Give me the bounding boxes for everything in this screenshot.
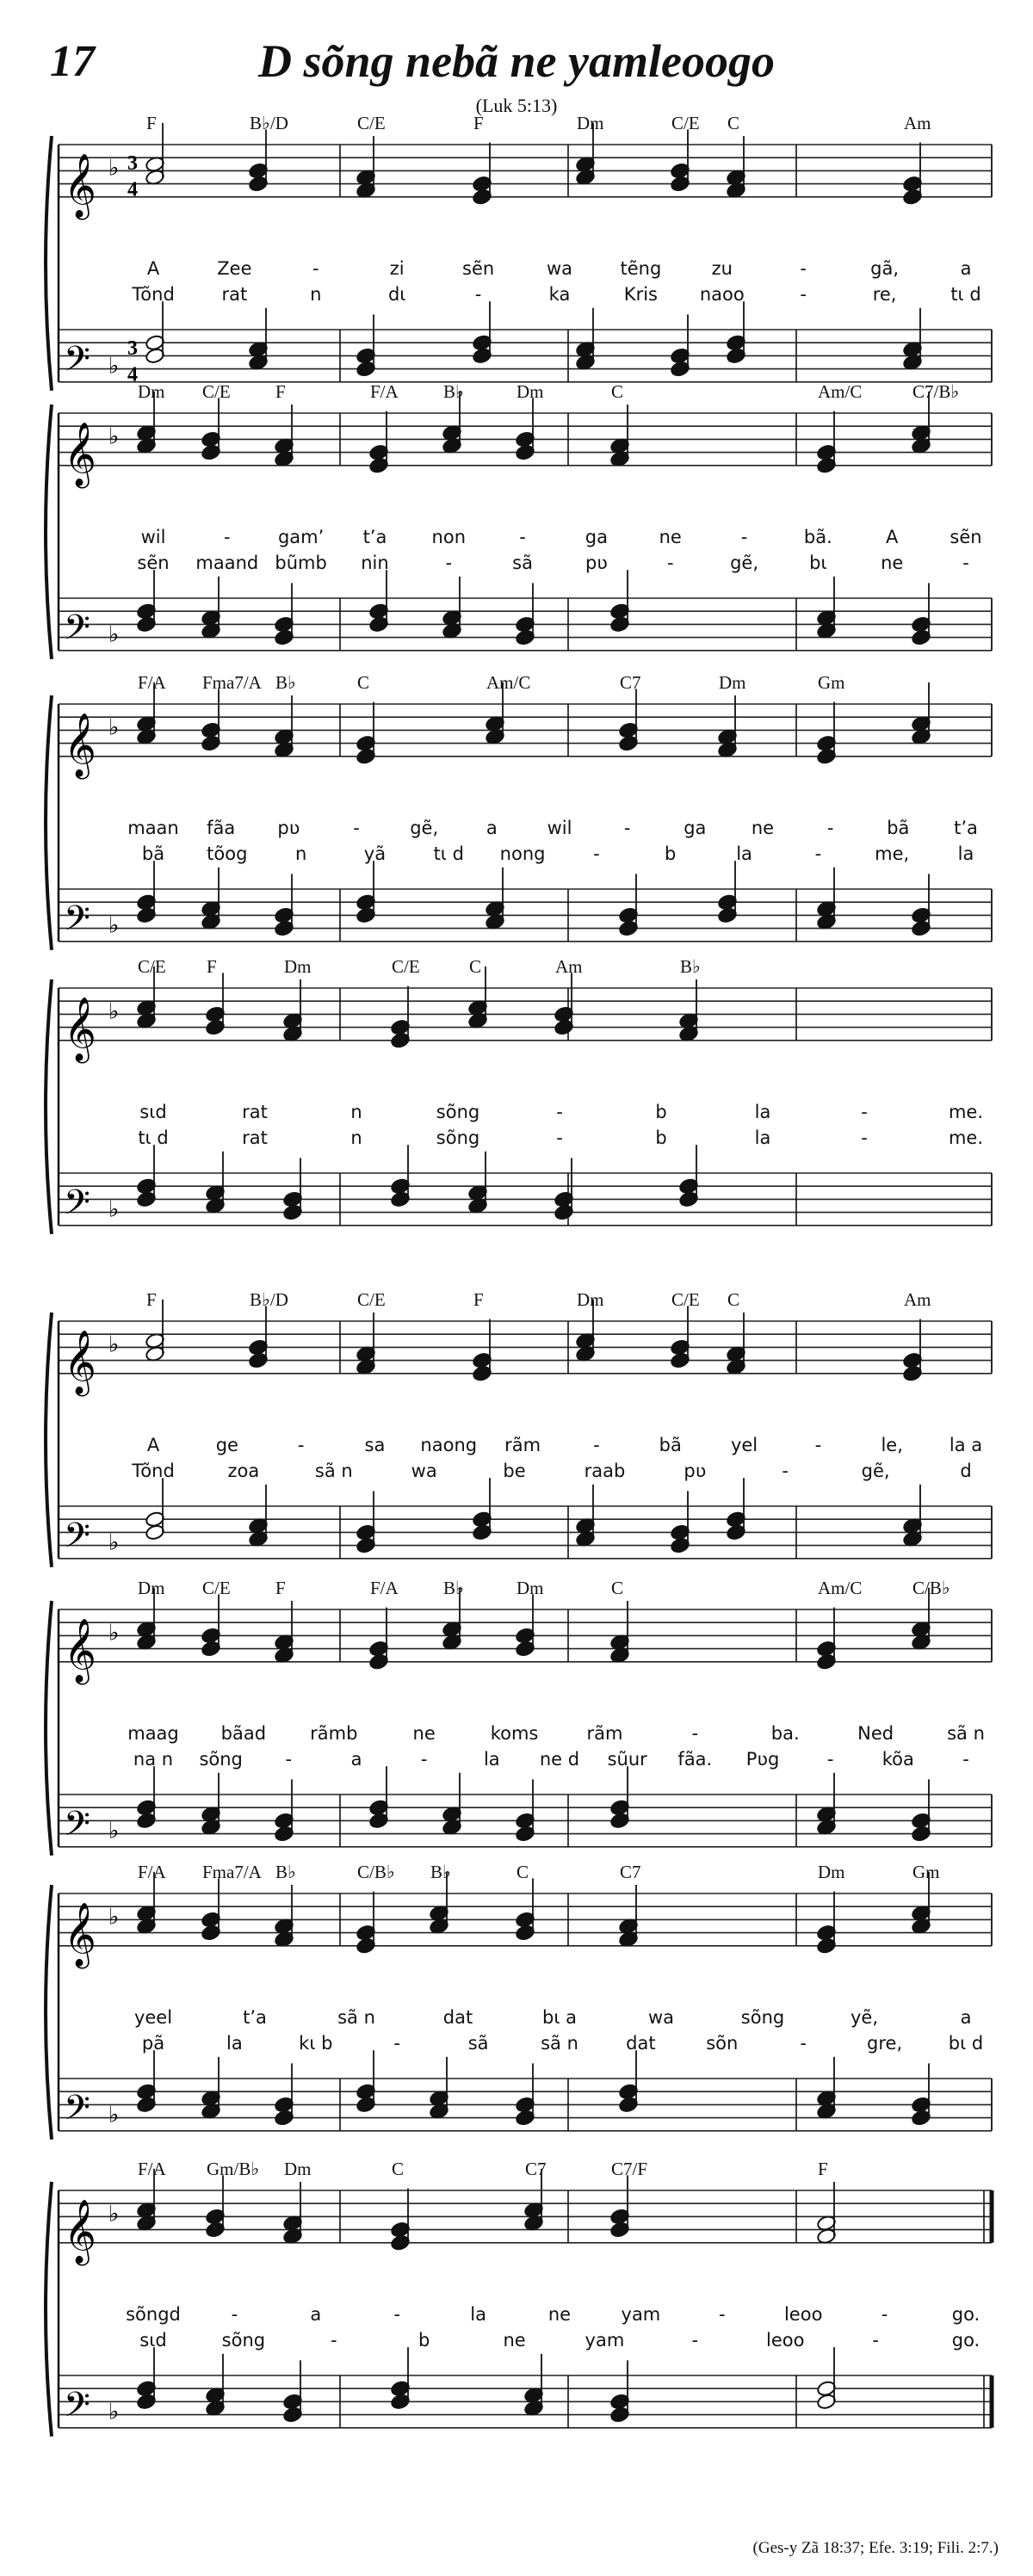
chord-symbol: F [275, 381, 286, 402]
chord-symbol: C/B♭ [912, 1578, 950, 1598]
chord-symbol: C [611, 1578, 624, 1598]
chord-symbol: F/A [138, 672, 166, 693]
system-5 [46, 1289, 992, 1567]
lyric-verse-1-syllable: yẽ, [850, 2006, 879, 2028]
lyric-verse-2-syllable: raab [584, 1460, 626, 1481]
lyric-verse-1-syllable: sã n [947, 1722, 985, 1744]
lyric-verse-2-syllable: - [782, 1460, 789, 1481]
chord-symbol: Am/C [818, 1578, 863, 1598]
lyric-verse-1-syllable: zu [711, 257, 733, 279]
lyric-verse-2-syllable: tɩ d [138, 1127, 169, 1148]
lyric-verse-1-syllable: A [146, 257, 160, 279]
lyric-verse-2-syllable: ne d [539, 1748, 580, 1770]
lyric-verse-2-syllable: Tõnd [132, 1460, 175, 1481]
key-signature-flat-icon: ♭ [108, 2102, 120, 2128]
lyric-verse-2-syllable: n [310, 283, 322, 305]
treble-clef-icon: 𝄞 [64, 997, 96, 1061]
lyric-verse-2-syllable: - [962, 552, 969, 573]
key-signature-flat-icon: ♭ [108, 998, 120, 1025]
lyric-verse-2-syllable: Kris [623, 283, 658, 305]
lyric-verse-2-syllable: maand [195, 552, 259, 573]
chord-symbol: C/E [138, 956, 166, 977]
lyric-verse-1-syllable: sa [364, 1434, 386, 1455]
lyric-verse-2-syllable: dat [626, 2032, 656, 2054]
treble-clef-icon: 𝄞 [64, 2199, 96, 2264]
lyric-verse-1-syllable: koms [490, 1722, 539, 1744]
chord-symbol: C [392, 2159, 405, 2179]
lyric-verse-2-syllable: fãa. [677, 1748, 713, 1770]
lyric-verse-1-syllable: sẽn [949, 526, 982, 547]
lyric-verse-1-syllable: le, [881, 1434, 903, 1455]
lyric-verse-1-syllable: pʋ [277, 817, 300, 838]
lyric-verse-1-syllable: - [719, 2303, 726, 2325]
lyric-verse-1-syllable: - [312, 257, 319, 279]
chord-symbol: Dm [516, 381, 544, 402]
chord-symbol: Dm [284, 2159, 312, 2179]
chord-symbol: Dm [138, 381, 165, 402]
lyric-verse-1-syllable: - [881, 2303, 888, 2325]
chord-symbol: C/E [202, 1578, 231, 1598]
lyric-verse-2-syllable: bɩ [809, 552, 827, 573]
lyric-verse-2-syllable: sã [467, 2032, 489, 2054]
lyric-verse-1-syllable: sã n [337, 2006, 375, 2028]
lyric-verse-1-syllable: t’a [362, 526, 387, 547]
lyric-verse-2-syllable: - [872, 2329, 879, 2351]
lyric-verse-1-syllable: bã [659, 1434, 682, 1455]
lyric-verse-2-syllable: sõng [436, 1127, 480, 1148]
chord-symbol: Dm [577, 1289, 604, 1310]
lyric-verse-2-syllable: leoo [765, 2329, 805, 2351]
lyric-verse-1-syllable: ba. [770, 1722, 800, 1744]
lyric-verse-2-syllable: wa [411, 1460, 437, 1481]
chord-symbol: C7/B♭ [912, 381, 960, 402]
lyric-verse-2-syllable: - [800, 2032, 807, 2054]
key-signature-flat-icon: ♭ [108, 912, 120, 939]
lyric-verse-2-syllable: n [350, 1127, 362, 1148]
key-signature-flat-icon: ♭ [108, 714, 120, 741]
lyric-verse-1-syllable: sẽn [462, 257, 495, 279]
treble-clef-icon: 𝄞 [64, 422, 96, 486]
lyric-verse-2-syllable: dɩ [387, 283, 406, 305]
lyric-verse-1-syllable: - [623, 817, 631, 838]
chord-symbol: C [469, 956, 482, 977]
lyric-verse-1-syllable: t’a [243, 2006, 267, 2028]
system-3 [46, 672, 992, 950]
chord-symbol: C [516, 1862, 529, 1882]
lyric-verse-1-syllable: dat [442, 2006, 473, 2028]
lyric-verse-1-syllable: gam’ [277, 526, 325, 547]
lyric-verse-2-syllable: nin [361, 552, 389, 573]
lyric-verse-1-syllable: a [960, 257, 972, 279]
lyric-verse-1-syllable: fãa [207, 817, 236, 838]
lyric-verse-2-syllable: - [800, 283, 807, 305]
system-brace [46, 1601, 52, 1856]
key-signature-flat-icon: ♭ [108, 2399, 120, 2425]
lyric-verse-1-syllable: non [431, 526, 467, 547]
lyric-verse-2-syllable: - [445, 552, 453, 573]
chord-symbol: Dm [719, 672, 746, 693]
chord-symbol: B♭ [680, 956, 701, 977]
chord-symbol: Am/C [486, 672, 531, 693]
lyric-verse-2-syllable: sã n [541, 2032, 578, 2054]
time-signature-bottom: 4 [127, 363, 138, 386]
lyric-verse-1-syllable: me. [948, 1101, 984, 1122]
chord-symbol: Gm [818, 672, 845, 693]
lyric-verse-2-syllable: bũmb [275, 552, 327, 573]
lyric-verse-2-syllable: Tõnd [132, 283, 175, 305]
lyric-verse-1-syllable: sɩd [139, 1101, 167, 1122]
lyric-verse-1-syllable: - [826, 817, 834, 838]
chord-symbol: F/A [138, 2159, 166, 2179]
lyric-verse-1-syllable: A [146, 1434, 160, 1455]
chord-symbol: C7 [620, 1862, 641, 1882]
lyric-verse-1-syllable: la [754, 1101, 771, 1122]
lyric-verse-2-syllable: - [420, 1748, 428, 1770]
chord-symbol: B♭/D [250, 1289, 288, 1310]
system-2 [46, 381, 992, 659]
lyric-verse-2-syllable: naoo [699, 283, 745, 305]
lyric-verse-1-syllable: rãmb [310, 1722, 358, 1744]
bass-clef-icon: 𝄢 [64, 1515, 90, 1564]
lyric-verse-2-syllable: - [330, 2329, 337, 2351]
lyric-verse-1-syllable: - [556, 1101, 563, 1122]
lyric-verse-2-syllable: tɩ d [433, 843, 464, 864]
chord-symbol: Dm [284, 956, 312, 977]
system-6 [46, 1578, 992, 1856]
lyric-verse-1-syllable: ne [751, 817, 775, 838]
time-signature-bottom: 4 [127, 178, 138, 201]
system-brace [46, 1885, 52, 2140]
lyric-verse-1-syllable: go. [951, 2303, 980, 2325]
lyric-verse-1-syllable: - [224, 526, 231, 547]
chord-symbol: F [818, 2159, 828, 2179]
lyric-verse-2-syllable: pʋ [684, 1460, 707, 1481]
lyric-verse-2-syllable: b [418, 2329, 430, 2351]
lyric-verse-1-syllable: A [885, 526, 899, 547]
bass-clef-icon: 𝄢 [64, 607, 90, 656]
lyric-verse-2-syllable: - [826, 1748, 834, 1770]
lyric-verse-1-syllable: - [231, 2303, 238, 2325]
treble-clef-icon: 𝄞 [64, 153, 96, 218]
lyric-verse-2-syllable: a [350, 1748, 362, 1770]
system-1 [46, 113, 992, 391]
lyric-verse-1-syllable: wil [140, 526, 166, 547]
key-signature-flat-icon: ♭ [108, 1818, 120, 1844]
lyric-verse-1-syllable: - [861, 1101, 868, 1122]
system-7 [46, 1862, 992, 2140]
lyric-verse-1-syllable: b [655, 1101, 667, 1122]
chord-symbol: C/E [202, 381, 231, 402]
lyric-verse-1-syllable: ne [659, 526, 682, 547]
lyric-verse-2-syllable: ne [503, 2329, 526, 2351]
chord-symbol: C7/F [611, 2159, 648, 2179]
lyric-verse-2-syllable: bɩ d [948, 2032, 984, 2054]
chord-symbol: F [146, 113, 157, 133]
chord-symbol: F/A [138, 1862, 166, 1882]
lyric-verse-2-syllable: d [960, 1460, 972, 1481]
chord-symbol: B♭ [443, 381, 464, 402]
lyric-verse-2-syllable: la [483, 1748, 500, 1770]
lyric-verse-2-syllable: kõa [881, 1748, 914, 1770]
lyric-verse-2-syllable: n [294, 843, 307, 864]
chord-symbol: Fma7/A [202, 1862, 262, 1882]
lyric-verse-2-syllable: me. [948, 1127, 984, 1148]
lyric-verse-2-syllable: zoa [227, 1460, 260, 1481]
lyric-verse-1-syllable: gẽ, [410, 817, 439, 838]
scripture-reference: (Luk 5:13) [475, 95, 558, 116]
lyric-verse-2-syllable: Pʋg [745, 1748, 780, 1770]
chord-symbol: C/E [392, 956, 420, 977]
chord-symbol: Dm [138, 1578, 165, 1598]
system-8 [46, 2159, 992, 2437]
lyric-verse-2-syllable: rat [242, 1127, 268, 1148]
lyric-verse-2-syllable: yã [363, 843, 387, 864]
lyric-verse-2-syllable: gẽ, [861, 1460, 890, 1481]
chord-symbol: Fma7/A [202, 672, 262, 693]
lyric-verse-2-syllable: tõog [207, 843, 248, 864]
lyric-verse-2-syllable: ne [881, 552, 904, 573]
chord-symbol: Am [555, 956, 583, 977]
lyric-verse-2-syllable: - [666, 552, 674, 573]
lyric-verse-1-syllable: sõng [436, 1101, 480, 1122]
lyric-verse-1-syllable: zi [389, 257, 405, 279]
chord-symbol: Gm [912, 1862, 940, 1882]
lyric-verse-1-syllable: bã [887, 817, 910, 838]
lyric-verse-1-syllable: t’a [954, 817, 978, 838]
bass-clef-icon: 𝄢 [64, 1803, 90, 1852]
lyric-verse-1-syllable: bãad [220, 1722, 267, 1744]
chord-symbol: C7 [525, 2159, 547, 2179]
chord-symbol: C/E [671, 1289, 700, 1310]
lyric-verse-1-syllable: ne [547, 2303, 572, 2325]
time-signature-top: 3 [127, 151, 138, 175]
chord-symbol: Am [904, 1289, 931, 1310]
lyric-verse-2-syllable: re, [872, 283, 897, 305]
lyric-verse-1-syllable: - [353, 817, 360, 838]
lyric-verse-1-syllable: Zee [217, 257, 252, 279]
lyric-verse-2-syllable: la [957, 843, 974, 864]
lyric-verse-1-syllable: maan [127, 817, 179, 838]
treble-clef-icon: 𝄞 [64, 1618, 96, 1683]
lyric-verse-1-syllable: bɩ a [542, 2006, 577, 2028]
lyric-verse-1-syllable: sõngd [126, 2303, 181, 2325]
system-brace [46, 979, 52, 1234]
chord-symbol: C/E [671, 113, 700, 133]
chord-symbol: C [727, 1289, 740, 1310]
lyric-verse-1-syllable: la [470, 2303, 486, 2325]
lyric-verse-2-syllable: sã n [314, 1460, 353, 1481]
key-signature-flat-icon: ♭ [108, 155, 120, 182]
lyric-verse-2-syllable: - [556, 1127, 563, 1148]
lyric-verse-2-syllable: kɩ b [299, 2032, 333, 2054]
chord-symbol: Dm [516, 1578, 544, 1598]
lyric-verse-1-syllable: - [814, 1434, 822, 1455]
lyric-verse-1-syllable: ga [684, 817, 707, 838]
chord-symbol: Dm [577, 113, 604, 133]
key-signature-flat-icon: ♭ [108, 2201, 120, 2227]
chord-symbol: C/B♭ [357, 1862, 395, 1882]
lyric-verse-1-syllable: - [800, 257, 807, 279]
lyric-verse-2-syllable: sõn [706, 2032, 739, 2054]
lyric-verse-2-syllable: gẽ, [730, 552, 759, 573]
bass-clef-icon: 𝄢 [64, 1182, 90, 1231]
chord-symbol: C7 [620, 672, 641, 693]
chord-symbol: B♭ [275, 672, 296, 693]
lyric-verse-1-syllable: Ned [857, 1722, 894, 1744]
lyric-verse-2-syllable: - [814, 843, 822, 864]
bass-clef-icon: 𝄢 [64, 338, 90, 387]
chord-symbol: F [207, 956, 217, 977]
time-signature-top: 3 [127, 337, 138, 360]
lyric-verse-1-syllable: gã, [870, 257, 900, 279]
chord-symbol: F [473, 113, 484, 133]
lyric-verse-1-syllable: ge [215, 1434, 238, 1455]
lyric-verse-2-syllable: - [393, 2032, 400, 2054]
lyric-verse-2-syllable: pã [141, 2032, 165, 2054]
lyric-verse-1-syllable: naong [420, 1434, 478, 1455]
lyric-verse-2-syllable: bã [141, 843, 165, 864]
bass-clef-icon: 𝄢 [64, 2087, 90, 2136]
system-4 [46, 956, 992, 1234]
system-brace [46, 1313, 52, 1567]
chord-symbol: C [357, 672, 370, 693]
lyric-verse-2-syllable: - [474, 283, 482, 305]
chord-symbol: C/E [357, 1289, 386, 1310]
lyric-verse-1-syllable: sõng [740, 2006, 785, 2028]
system-brace [46, 2182, 52, 2437]
lyric-verse-2-syllable: - [861, 1127, 868, 1148]
lyric-verse-2-syllable: rat [221, 283, 248, 305]
chord-symbol: C [727, 113, 740, 133]
system-brace [46, 695, 52, 950]
lyric-verse-1-syllable: yeel [133, 2006, 173, 2028]
lyric-verse-1-syllable: ne [412, 1722, 436, 1744]
treble-clef-icon: 𝄞 [64, 713, 96, 777]
key-signature-flat-icon: ♭ [108, 1196, 120, 1223]
lyric-verse-2-syllable: - [691, 2329, 699, 2351]
bass-clef-icon: 𝄢 [64, 2384, 90, 2433]
key-signature-flat-icon: ♭ [108, 621, 120, 648]
system-brace [46, 136, 52, 391]
lyric-verse-1-syllable: - [691, 1722, 699, 1744]
chord-symbol: F/A [370, 1578, 399, 1598]
chord-symbol: B♭ [430, 1862, 451, 1882]
lyric-verse-2-syllable: go. [951, 2329, 980, 2351]
system-brace [46, 405, 52, 659]
lyric-verse-1-syllable: la a [949, 1434, 983, 1455]
chord-symbol: Dm [818, 1862, 845, 1882]
chord-symbol: F [473, 1289, 484, 1310]
lyric-verse-2-syllable: yam [585, 2329, 625, 2351]
lyric-verse-1-syllable: - [519, 526, 526, 547]
key-signature-flat-icon: ♭ [108, 1620, 120, 1646]
lyric-verse-2-syllable: - [962, 1748, 969, 1770]
lyric-verse-1-syllable: yel [730, 1434, 758, 1455]
chord-symbol: Am [904, 113, 931, 133]
lyric-verse-2-syllable: b [655, 1127, 667, 1148]
lyric-verse-1-syllable: wil [547, 817, 572, 838]
lyric-verse-2-syllable: la [754, 1127, 771, 1148]
lyric-verse-1-syllable: rãm [586, 1722, 623, 1744]
lyric-verse-1-syllable: leoo [783, 2303, 823, 2325]
lyric-verse-2-syllable: - [285, 1748, 293, 1770]
chord-symbol: F/A [370, 381, 399, 402]
lyric-verse-2-syllable: pʋ [585, 552, 608, 573]
key-signature-flat-icon: ♭ [108, 1904, 120, 1930]
key-signature-flat-icon: ♭ [108, 423, 120, 450]
lyric-verse-1-syllable: ga [585, 526, 609, 547]
chord-symbol: B♭ [443, 1578, 464, 1598]
key-signature-flat-icon: ♭ [108, 353, 120, 380]
lyric-verse-1-syllable: rãm [504, 1434, 541, 1455]
lyric-verse-2-syllable: sõng [221, 2329, 266, 2351]
lyric-verse-2-syllable: ka [548, 283, 571, 305]
song-title: D sõng nebã ne yamleoogo [258, 35, 775, 87]
bass-clef-icon: 𝄢 [64, 898, 90, 947]
footer-references: (Ges-y Zã 18:37; Efe. 3:19; Fili. 2:7.) [752, 2539, 999, 2557]
lyric-verse-2-syllable: nong [499, 843, 546, 864]
treble-clef-icon: 𝄞 [64, 1902, 96, 1967]
chord-symbol: Am/C [818, 381, 863, 402]
lyric-verse-2-syllable: b [665, 843, 677, 864]
lyric-verse-2-syllable: sũur [607, 1748, 647, 1770]
lyric-verse-2-syllable: be [503, 1460, 526, 1481]
lyric-verse-2-syllable: sɩd [139, 2329, 167, 2351]
lyric-verse-2-syllable: tɩ d [950, 283, 981, 305]
lyric-verse-2-syllable: me, [875, 843, 910, 864]
lyric-verse-1-syllable: a [960, 2006, 972, 2028]
lyric-verse-1-syllable: tẽng [620, 257, 662, 279]
chord-symbol: C/E [357, 113, 386, 133]
lyric-verse-1-syllable: wa [647, 2006, 675, 2028]
lyric-verse-1-syllable: - [393, 2303, 400, 2325]
lyric-verse-1-syllable: yam [621, 2303, 661, 2325]
chord-symbol: Gm/B♭ [207, 2159, 260, 2179]
treble-clef-icon: 𝄞 [64, 1330, 96, 1394]
lyric-verse-2-syllable: na n [133, 1748, 174, 1770]
lyric-verse-2-syllable: - [593, 843, 600, 864]
lyric-verse-2-syllable: gre, [867, 2032, 903, 2054]
lyric-verse-1-syllable: a [486, 817, 498, 838]
chord-symbol: B♭ [275, 1862, 296, 1882]
lyric-verse-1-syllable: rat [242, 1101, 268, 1122]
lyric-verse-2-syllable: sẽn [137, 552, 170, 573]
key-signature-flat-icon: ♭ [108, 1331, 120, 1358]
chord-symbol: C [611, 381, 624, 402]
lyric-verse-1-syllable: wa [546, 257, 573, 279]
lyric-verse-1-syllable: - [740, 526, 748, 547]
lyric-verse-1-syllable: a [310, 2303, 322, 2325]
lyric-verse-2-syllable: sã [512, 552, 533, 573]
lyric-verse-1-syllable: n [350, 1101, 362, 1122]
song-number: 17 [50, 37, 95, 86]
chord-symbol: F [146, 1289, 157, 1310]
lyric-verse-1-syllable: - [297, 1434, 305, 1455]
chord-symbol: B♭/D [250, 113, 288, 133]
lyric-verse-1-syllable: maag [127, 1722, 179, 1744]
lyric-verse-2-syllable: la [736, 843, 752, 864]
lyric-verse-2-syllable: sõng [199, 1748, 243, 1770]
lyric-verse-2-syllable: la [226, 2032, 243, 2054]
key-signature-flat-icon: ♭ [108, 1529, 120, 1556]
lyric-verse-1-syllable: bã. [803, 526, 832, 547]
chord-symbol: F [275, 1578, 286, 1598]
lyric-verse-1-syllable: - [593, 1434, 600, 1455]
